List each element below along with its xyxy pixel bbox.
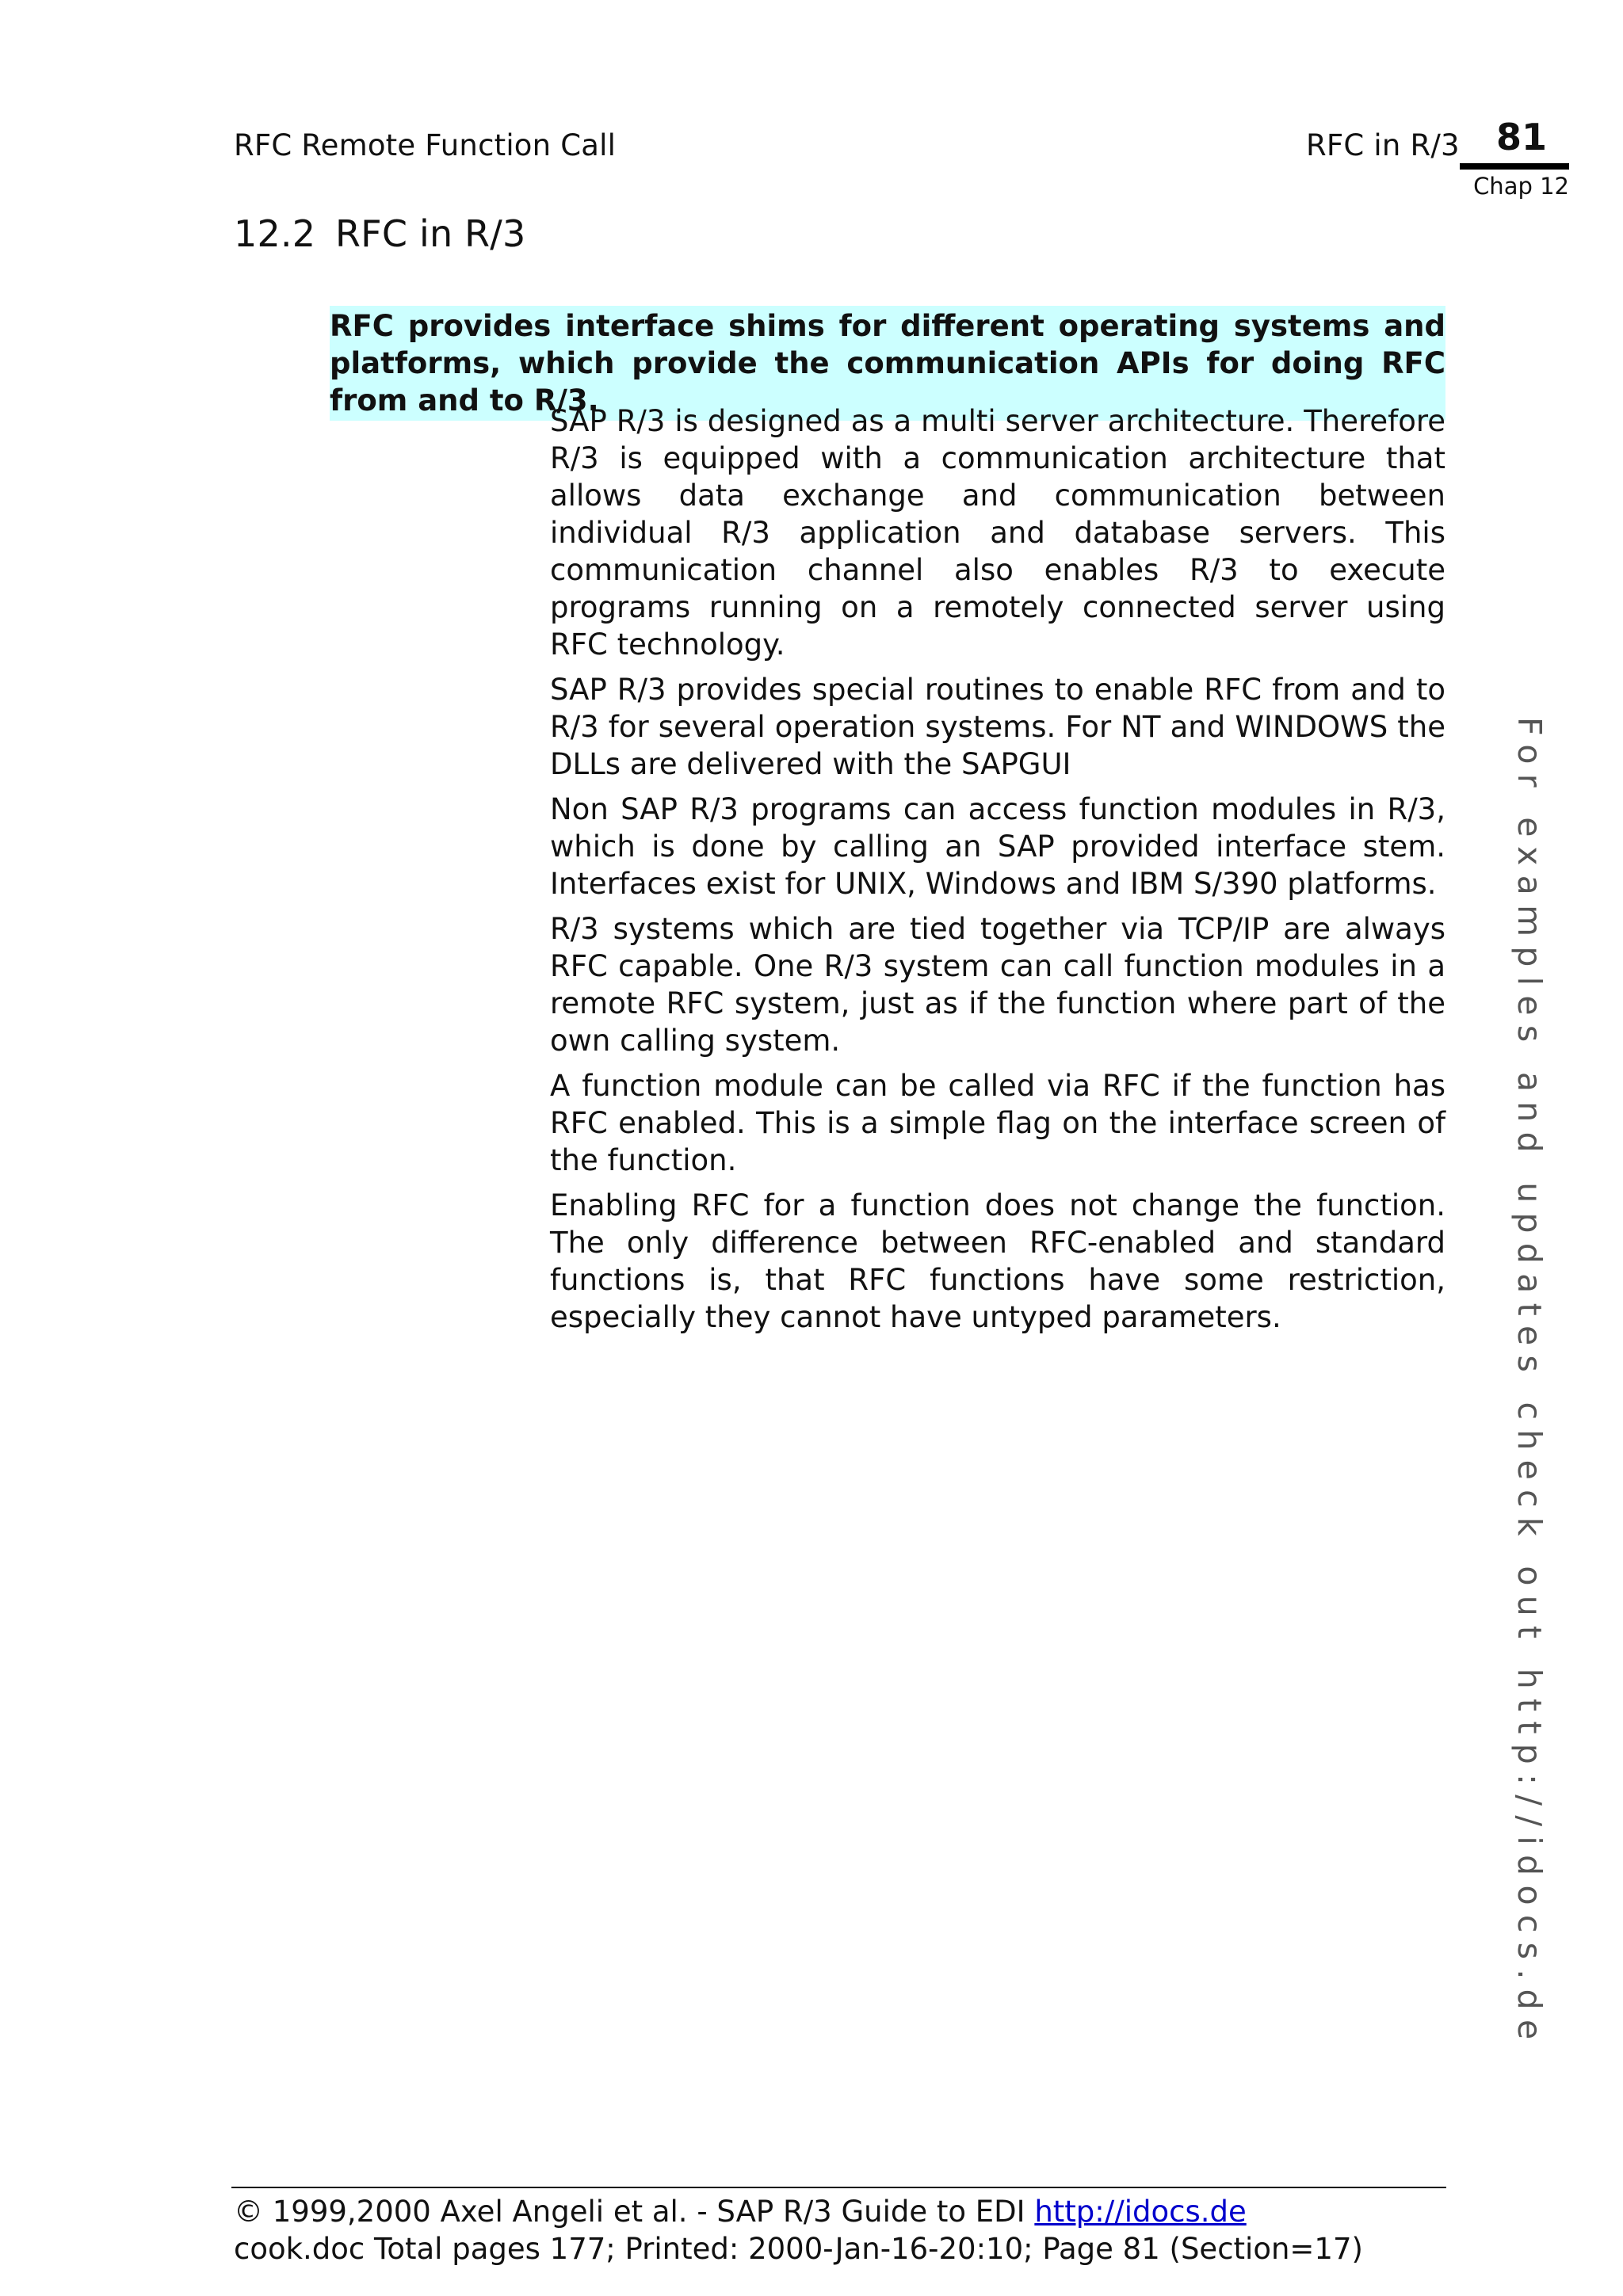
footer-rule (231, 2187, 1446, 2188)
footer-copyright: © 1999,2000 Axel Angeli et al. - SAP R/3 Guide to EDI (234, 2195, 1025, 2229)
page-number-rule (1460, 163, 1569, 170)
paragraph: R/3 systems which are tied together via TCP/IP are always RFC capable. One R/3 system can call function modules in a remote RFC system, just as if the function where part of the own calling system. (550, 912, 1445, 1058)
chapter-label: Chap 12 (1473, 173, 1569, 200)
body-text (550, 402, 1445, 1344)
paragraph: SAP R/3 is designed as a multi server architecture. Therefore R/3 is equipped with a communication architecture that allows data exchange and communication between individual R/3 application and database servers. This communication channel also enables R/3 to execute programs running on a remotely connected server using RFC technology. (550, 404, 1445, 662)
sidebar-notice (1510, 717, 1558, 2050)
paragraph: Enabling RFC for a function does not change the function. The only difference between RFC-enabled and standard functions is, that RFC functions have some restriction, especially they cannot have untyped parameters. (550, 1188, 1445, 1334)
page-number: 81 (1495, 116, 1547, 158)
paragraph: Non SAP R/3 programs can access function modules in R/3, which is done by calling an SAP provided interface stem. Interfaces exist for UNIX, Windows and IBM S/390 platforms. (550, 792, 1445, 901)
footer-copyright-line (234, 2193, 1247, 2230)
paragraph: A function module can be called via RFC if the function has RFC enabled. This is a simple flag on the interface screen of the function. (550, 1069, 1445, 1177)
footer-print-info: cook.doc Total pages 177; Printed: 2000-Jan-16-20:10; Page 81 (Section=17) (234, 2232, 1363, 2266)
paragraph: SAP R/3 provides special routines to enable RFC from and to R/3 for several operation systems. For NT and WINDOWS the DLLs are delivered with the SAPGUI (550, 673, 1445, 781)
header-chapter-title: RFC Remote Function Call (234, 128, 617, 162)
header-section-title: RFC in R/3 (1306, 128, 1460, 162)
footer-link[interactable]: http://idocs.de (1034, 2195, 1247, 2229)
section-abstract: RFC provides interface shims for different operating systems and platforms, which provide the communication APIs for doing RFC from and to R/3. (330, 306, 1445, 421)
section-title: RFC in R/3 (335, 212, 526, 255)
sidebar-notice-text: For examples and updates check out http://idocs.de (1510, 717, 1549, 2050)
section-number: 12.2 (234, 212, 316, 255)
section-heading (234, 212, 525, 255)
